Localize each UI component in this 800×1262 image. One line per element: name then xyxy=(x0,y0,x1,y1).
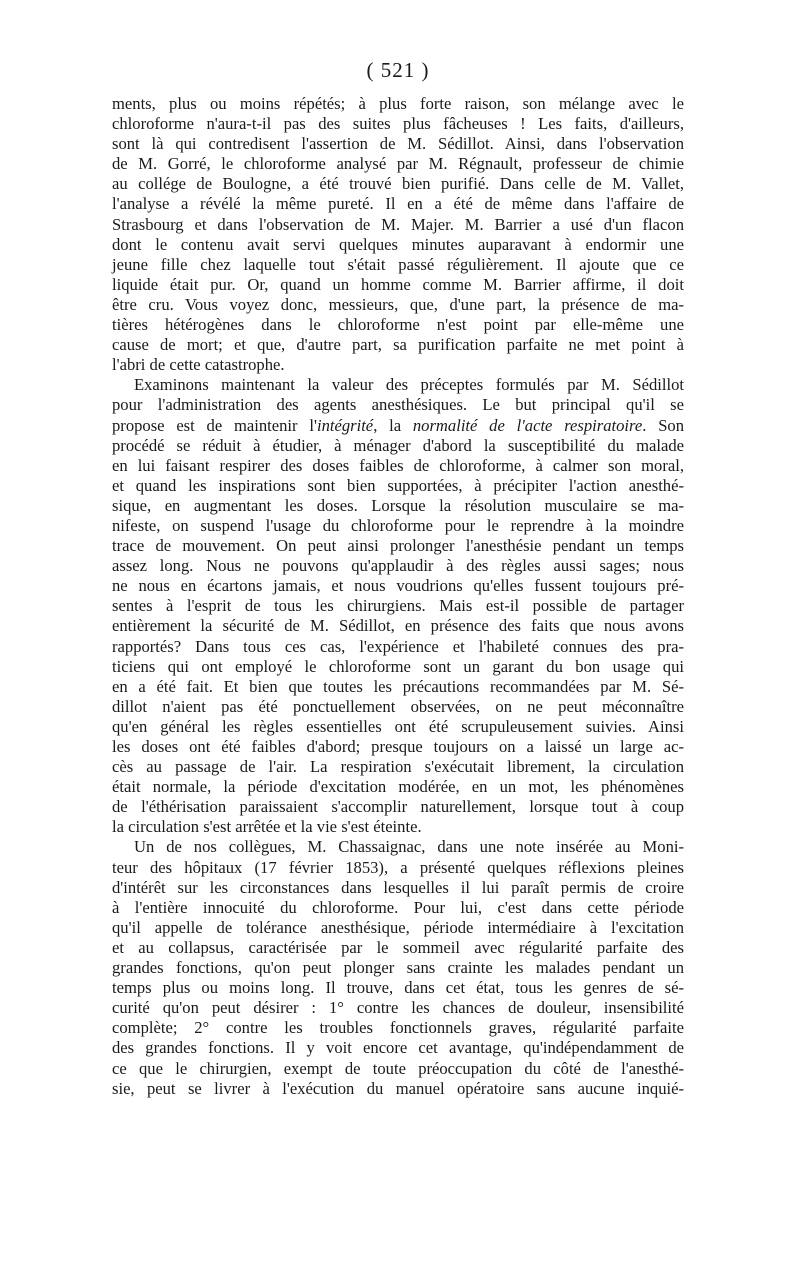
text-line: sie, peut se livrer à l'exécution du manuel opératoire sans aucune inquié- xyxy=(112,1078,684,1098)
text-line: être cru. Vous voyez donc, messieurs, que, d'une part, la présence de ma- xyxy=(112,294,684,314)
text-line: curité qu'on peut désirer : 1° contre les chances de douleur, insensibilité xyxy=(112,998,684,1018)
text-line: complète; 2° contre les troubles fonctionnels graves, régularité parfaite xyxy=(112,1018,684,1038)
paragraph-2 xyxy=(112,375,684,837)
text-line: Strasbourg et dans l'observation de M. Majer. M. Barrier a usé d'un flacon xyxy=(112,214,684,234)
text-line: procédé se réduit à étudier, à ménager d'abord la susceptibilité du malade xyxy=(112,435,684,455)
text-line: l'analyse a révélé la même pureté. Il en a été de même dans l'affaire de xyxy=(112,194,684,214)
text-line: ments, plus ou moins répétés; à plus forte raison, son mélange avec le xyxy=(112,94,684,113)
text-line: dillot n'aient pas été ponctuellement observées, on ne peut méconnaître xyxy=(112,696,684,716)
text-line: nifeste, on suspend l'usage du chloroforme pour le reprendre à la moindre xyxy=(112,515,684,535)
page-header xyxy=(112,58,684,94)
text-line: était normale, la période d'excitation modérée, en un mot, les phénomènes xyxy=(112,777,684,797)
text-line: à l'entière innocuité du chloroforme. Pour lui, c'est dans cette période xyxy=(112,897,684,917)
text-line: Un de nos collègues, M. Chassaignac, dans une note insérée au Moni- xyxy=(134,837,684,857)
paragraph-3 xyxy=(112,837,684,1098)
text-line: cès au passage de l'air. La respiration s'exécutait librement, la circulation xyxy=(112,757,684,777)
text-segment: . Son xyxy=(642,415,685,435)
text-line: en a été fait. Et bien que toutes les précautions recommandées par M. Sé- xyxy=(112,676,684,696)
text-line: qu'en général les règles essentielles ont été scrupuleusement suivies. Ainsi xyxy=(112,716,684,736)
text-line: dont le contenu avait servi quelques minutes auparavant à endormir une xyxy=(112,234,684,254)
text-line: temps plus ou moins long. Il trouve, dans cet état, tous les genres de sé- xyxy=(112,978,684,998)
text-line: de l'éthérisation paraissaient s'accomplir naturellement, lorsque tout à coup xyxy=(112,797,684,817)
text-line: les doses ont été faibles d'abord; presque toujours on a laissé un large ac- xyxy=(112,737,684,756)
text-line: qu'il appelle de tolérance anesthésique, période intermédiaire à l'excitation xyxy=(112,917,684,937)
text-line: la circulation s'est arrêtée et la vie s'est éteinte. xyxy=(112,817,422,837)
text-line: jeune fille chez laquelle tout s'était passé régulièrement. Il ajoute que ce xyxy=(112,254,684,274)
text-line: d'intérêt sur les circonstances dans lesquelles il lui paraît permis de croire xyxy=(112,877,684,897)
text-line: sont là qui contredisent l'assertion de M. Sédillot. Ainsi, dans l'observation xyxy=(112,134,684,154)
text-line: chloroforme n'aura-t-il pas des suites plus fâcheuses ! Les faits, d'ailleurs, xyxy=(112,114,684,134)
text-line: ne nous en écartons jamais, et nous voudrions qu'elles fussent toujours pré- xyxy=(112,576,684,596)
text-segment: propose est de maintenir l' xyxy=(112,415,317,435)
text-line: teur des hôpitaux (17 février 1853), a présenté quelques réflexions pleines xyxy=(112,857,684,877)
text-line: de M. Gorré, le chloroforme analysé par M. Régnault, professeur de chimie xyxy=(112,154,684,174)
text-line: assez long. Nous ne pouvons qu'applaudir à des règles aussi sages; nous xyxy=(112,556,684,576)
paragraph-1 xyxy=(112,94,684,375)
text-line: et quand les inspirations sont bien supportées, à précipiter l'action anesthé- xyxy=(112,475,684,495)
text-line: pour l'administration des agents anesthésiques. Le but principal qu'il se xyxy=(112,395,684,415)
text-line: des grandes fonctions. Il y voit encore cet avantage, qu'indépendamment de xyxy=(112,1038,684,1058)
text-line: ticiens qui ont employé le chloroforme sont un garant du bon usage qui xyxy=(112,656,684,676)
text-line: ce que le chirurgien, exempt de toute préoccupation du côté de l'anesthé- xyxy=(112,1058,684,1078)
text-line: sique, en augmentant les doses. Lorsque la résolution musculaire se ma- xyxy=(112,495,684,515)
text-line: Examinons maintenant la valeur des préceptes formulés par M. Sédillot xyxy=(134,375,684,395)
text-line: grandes fonctions, qu'on peut plonger sans crainte les malades pendant un xyxy=(112,958,684,978)
text-line: au collége de Boulogne, a été trouvé bien purifié. Dans celle de M. Vallet, xyxy=(112,174,684,194)
body-text xyxy=(112,94,684,1099)
italic-term: normalité de l'acte respiratoire xyxy=(412,415,643,435)
text-segment: , la xyxy=(373,415,413,435)
document-page xyxy=(112,58,684,1099)
page-number: ( 521 ) xyxy=(366,58,430,82)
text-line: tières hétérogènes dans le chloroforme n'est point par elle-même une xyxy=(112,315,684,335)
text-line: cause de mort; et que, d'autre part, sa purification parfaite ne met point à xyxy=(112,335,684,355)
text-line: et au collapsus, caractérisée par le sommeil avec régularité parfaite des xyxy=(112,937,684,957)
text-line: sentes à l'esprit de tous les chirurgiens. Mais est-il possible de partager xyxy=(112,596,684,616)
text-line: rapportés? Dans tous ces cas, l'expérience et l'habileté connues des pra- xyxy=(112,636,684,656)
text-line-with-italics xyxy=(112,416,684,436)
text-line: trace de mouvement. On peut ainsi prolonger l'anesthésie pendant un temps xyxy=(112,536,684,556)
text-line: en lui faisant respirer des doses faibles de chloroforme, à calmer son moral, xyxy=(112,455,684,475)
text-line: entièrement la sécurité de M. Sédillot, en présence des faits que nous avons xyxy=(112,616,684,636)
text-line: liquide était pur. Or, quand un homme comme M. Barrier affirme, il doit xyxy=(112,274,684,294)
text-line: l'abri de cette catastrophe. xyxy=(112,355,285,375)
italic-term: intégrité xyxy=(316,415,374,435)
